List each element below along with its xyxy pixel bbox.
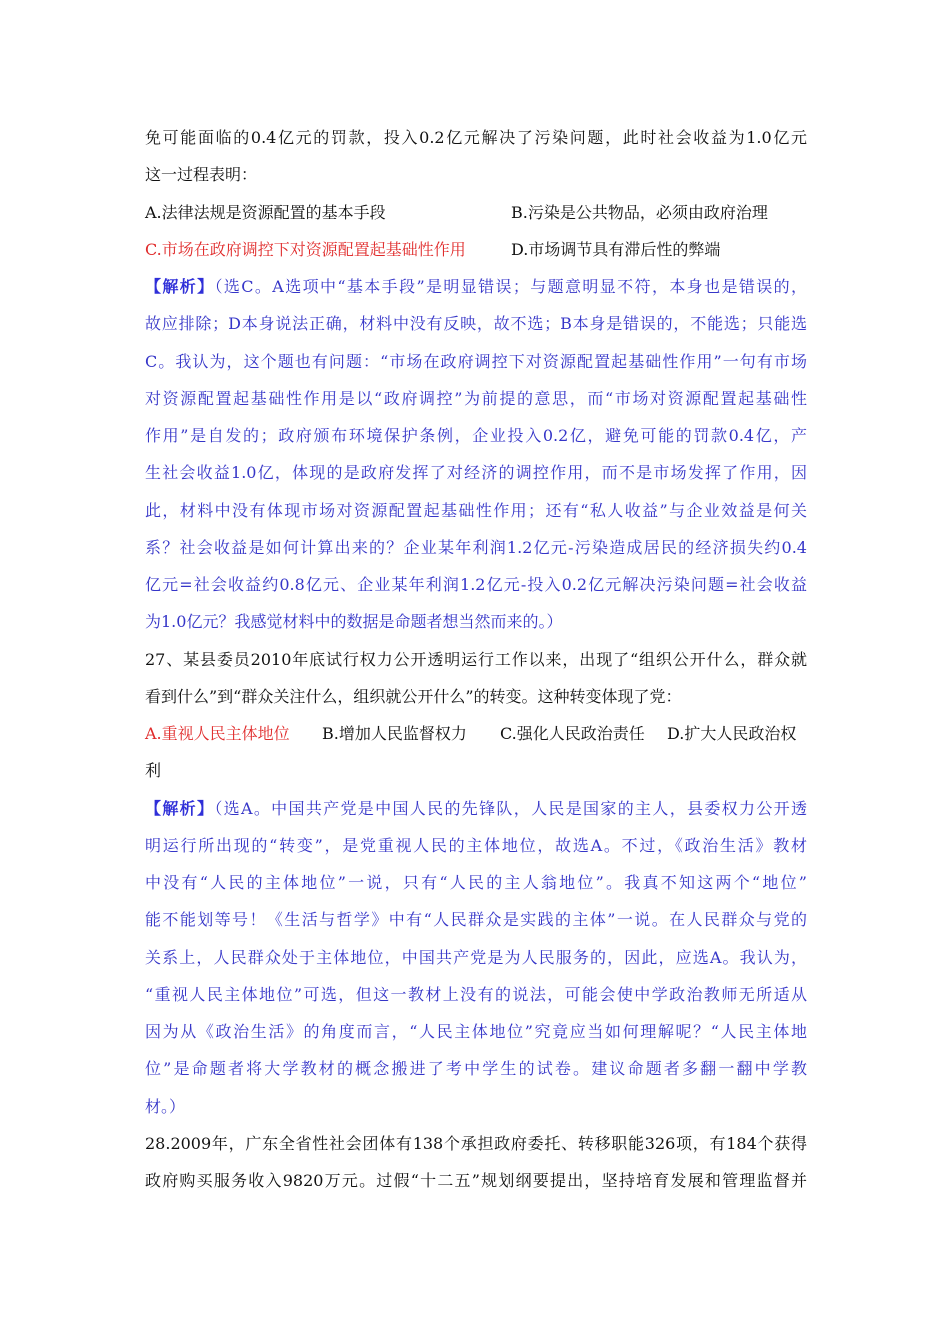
analysis-line: 材。） xyxy=(145,1096,186,1116)
analysis-tag: 【解析】 xyxy=(145,798,215,818)
option-c-answer: C.市场在政府调控下对资源配置起基础性作用 xyxy=(145,239,466,259)
option-d: D.市场调节具有滞后性的弊端 xyxy=(511,239,721,259)
question-26 xyxy=(145,119,807,641)
analysis-line: 位”是命题者将大学教材的概念搬进了考中学生的试卷。建议命题者多翻一翻中学教 xyxy=(145,1059,807,1079)
analysis-line: 对资源配置起基础性作用是以“政府调控”为前提的意思，而“市场对资源配置起基础性 xyxy=(145,388,807,408)
option-b: B.增加人民监督权力 xyxy=(322,724,467,743)
question-stem-line: 免可能面临的0.4亿元的罚款，投入0.2亿元解决了污染问题，此时社会收益为1.0亿元 xyxy=(145,128,807,147)
question-stem-line: 这一过程表明： xyxy=(145,165,258,185)
analysis-line: 明运行所出现的“转变”，是党重视人民的主体地位，故选A。不过，《政治生活》教材 xyxy=(145,835,807,855)
analysis-line: 能不能划等号！《生活与哲学》中有“人民群众是实践的主体”一说。在人民群众与党的 xyxy=(145,910,807,930)
option-b: B.污染是公共物品，必须由政府治理 xyxy=(511,202,768,222)
question-stem-line: 看到什么”到“群众关注什么，组织就公开什么”的转变。这种转变体现了党： xyxy=(145,686,682,706)
analysis-line: 为1.0亿元？我感觉材料中的数据是命题者想当然而来的。） xyxy=(145,612,563,632)
option-a: A.法律法规是资源配置的基本手段 xyxy=(145,202,386,222)
option-a-answer: A.重视人民主体地位 xyxy=(145,724,290,743)
option-d-continuation: 利 xyxy=(145,761,162,781)
document-page xyxy=(145,119,807,1199)
analysis-line xyxy=(145,268,807,305)
analysis-line: 作用”是自发的；政府颁布环境保护条例，企业投入0.2亿，避免可能的罚款0.4亿，产 xyxy=(145,426,807,445)
question-stem-line: 27、某县委员2010年底试行权力公开透明运行工作以来，出现了“组织公开什么，群众就 xyxy=(145,649,807,669)
option-c: C.强化人民政治责任 xyxy=(500,724,645,743)
options-row xyxy=(145,231,807,268)
analysis-text: （选C。A选项中“基本手段”是明显错误；与题意明显不符，本身也是错误的， xyxy=(214,277,807,296)
options-row xyxy=(145,715,807,752)
option-d: D.扩大人民政治权 xyxy=(667,724,797,743)
analysis-line: 亿元=社会收益约0.8亿元、企业某年利润1.2亿元-投入0.2亿元解决污染问题=社会收益 xyxy=(145,575,807,594)
analysis-line xyxy=(145,790,807,827)
analysis-line: 生社会收益1.0亿，体现的是政府发挥了对经济的调控作用，而不是市场发挥了作用，因 xyxy=(145,463,807,483)
analysis-line: C。我认为，这个题也有问题：“市场在政府调控下对资源配置起基础性作用”一句有市场 xyxy=(145,351,807,371)
analysis-line: 因为从《政治生活》的角度而言，“人民主体地位”究竟应当如何理解呢？“人民主体地 xyxy=(145,1022,807,1041)
analysis-tag: 【解析】 xyxy=(145,277,215,296)
analysis-line: 故应排除；D本身说法正确，材料中没有反映，故不选；B本身是错误的，不能选；只能选 xyxy=(145,314,807,334)
question-stem-line: 政府购买服务收入9820万元。过假“十二五”规划纲要提出，坚持培育发展和管理监督并 xyxy=(145,1171,807,1190)
analysis-line: “重视人民主体地位”可选，但这一教材上没有的说法，可能会使中学政治教师无所适从 xyxy=(145,984,807,1004)
question-stem-line: 28.2009年，广东全省性社会团体有138个承担政府委托、转移职能326项，有184个获得 xyxy=(145,1133,807,1153)
analysis-line: 系？社会收益是如何计算出来的？企业某年利润1.2亿元-污染造成居民的经济损失约0.4 xyxy=(145,537,807,557)
options-row xyxy=(145,194,807,231)
analysis-line: 关系上，人民群众处于主体地位，中国共产党是为人民服务的，因此，应选A。我认为， xyxy=(145,947,807,967)
analysis-line: 中没有“人民的主体地位”一说，只有“人民的主人翁地位”。我真不知这两个“地位” xyxy=(145,873,807,892)
analysis-text: （选A。中国共产党是中国人民的先锋队，人民是国家的主人，县委权力公开透 xyxy=(214,798,807,818)
question-27 xyxy=(145,641,807,1125)
question-28 xyxy=(145,1125,807,1200)
analysis-line: 此，材料中没有体现市场对资源配置起基础性作用；还有“私人收益”与企业效益是何关 xyxy=(145,500,807,520)
